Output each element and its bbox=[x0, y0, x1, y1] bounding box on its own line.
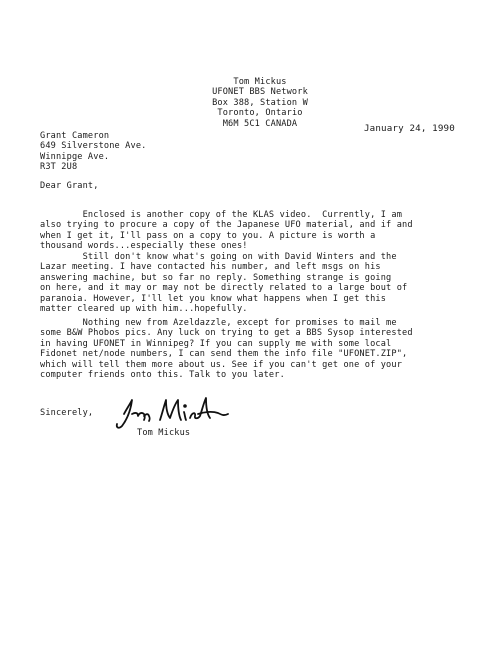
recipient-street: 649 Silverstone Ave. bbox=[40, 141, 147, 152]
recipient-postal: R3T 2U8 bbox=[40, 162, 78, 173]
salutation: Dear Grant, bbox=[40, 181, 99, 191]
recipient-city: Winnipge Ave. bbox=[40, 151, 110, 162]
sender-address-block bbox=[190, 77, 330, 129]
sender-name: Tom Mickus bbox=[233, 77, 287, 87]
paragraph-line: Lazar meeting. I have contacted his number, and left msgs on his bbox=[40, 262, 381, 273]
paragraph-line: paranoia. However, I'll let you know what happens when I get this bbox=[40, 293, 387, 304]
paragraph-line: thousand words...especially these ones! bbox=[40, 241, 248, 252]
paragraph-line: matter cleared up with him...hopefully. bbox=[40, 304, 248, 315]
sender-org: UFONET BBS Network bbox=[212, 87, 308, 98]
paragraph-line: which will tell them more about us. See if you can't get one of your bbox=[40, 359, 403, 370]
paragraph-line: some B&W Phobos pics. Any luck on trying to get a BBS Sysop interested bbox=[40, 328, 413, 339]
sender-box: Box 388, Station W bbox=[212, 97, 308, 108]
sender-postal: M6M 5C1 CANADA bbox=[222, 118, 298, 129]
paragraph-line: Fidonet net/node numbers, I can send them the info file "UFONET.ZIP", bbox=[40, 349, 408, 360]
paragraph-2 bbox=[40, 252, 465, 314]
paragraph-line: answering machine, but so far no reply. Something strange is going bbox=[40, 272, 392, 283]
signer-name: Tom Mickus bbox=[137, 428, 191, 438]
paragraph-line: Still don't know what's going on with David Winters and the bbox=[40, 252, 397, 262]
paragraph-line: in having UFONET in Winnipeg? If you can supply me with some local bbox=[40, 338, 392, 349]
closing: Sincerely, bbox=[40, 408, 94, 418]
paragraph-1 bbox=[40, 210, 465, 252]
paragraph-line: computer friends onto this. Talk to you later. bbox=[40, 370, 285, 381]
paragraph-line: when I get it, I'll pass on a copy to you. A picture is worth a bbox=[40, 230, 376, 241]
paragraph-3 bbox=[40, 318, 465, 380]
recipient-name: Grant Cameron bbox=[40, 131, 110, 141]
paragraph-line: on here, and it may or may not be directly related to a large bout of bbox=[40, 283, 408, 294]
handwritten-signature bbox=[86, 392, 246, 432]
paragraph-line: also trying to procure a copy of the Japanese UFO material, and if and bbox=[40, 220, 413, 231]
letter-date: January 24, 1990 bbox=[364, 123, 455, 134]
sender-city: Toronto, Ontario bbox=[217, 108, 303, 119]
paragraph-line: Nothing new from Azeldazzle, except for promises to mail me bbox=[40, 318, 397, 328]
recipient-address-block bbox=[40, 131, 146, 173]
paragraph-line: Enclosed is another copy of the KLAS video. Currently, I am bbox=[40, 210, 403, 220]
